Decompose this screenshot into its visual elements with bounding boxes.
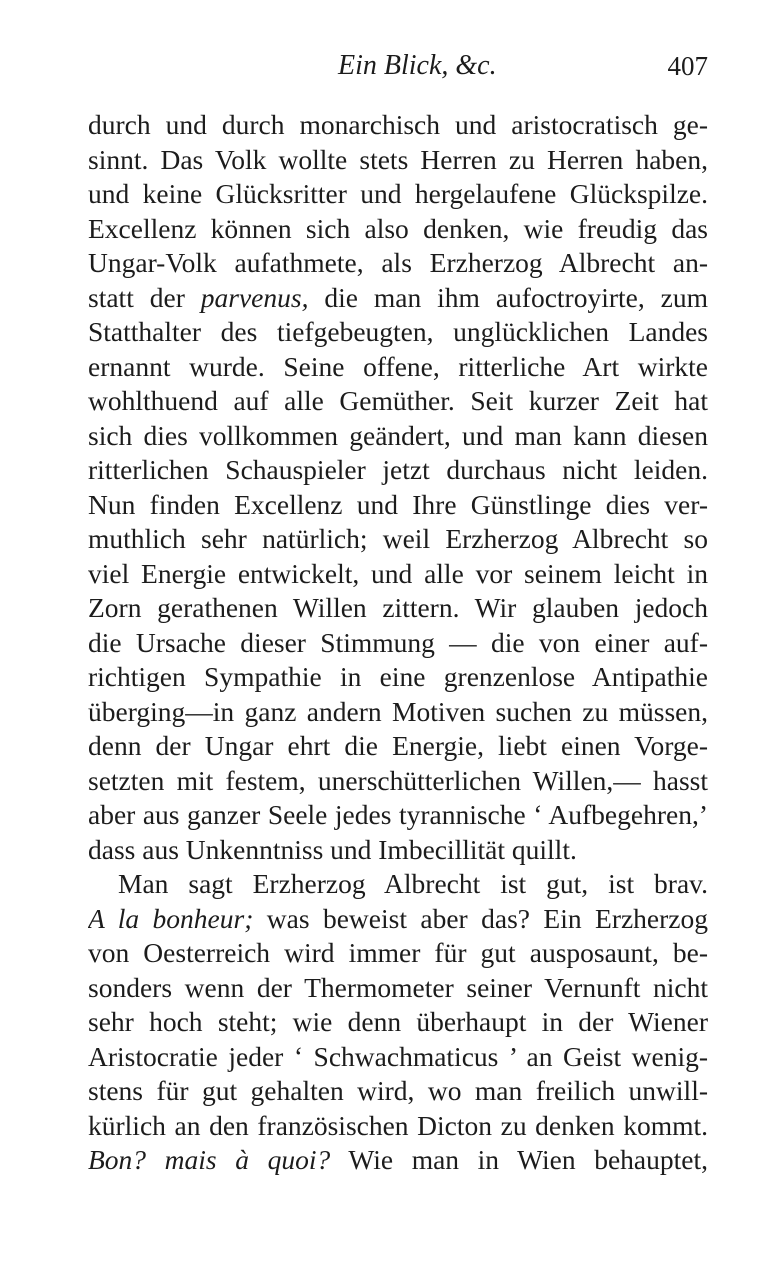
italic-segment: A la bonheur; bbox=[88, 902, 254, 934]
text-line bbox=[88, 281, 708, 316]
text-segment: statt der bbox=[88, 281, 201, 313]
text-segment: die man ihm aufoctroyirte, zum bbox=[308, 281, 708, 313]
text-line: Aristocratie jeder ‘ Schwachmaticus ’ an Geist wenig- bbox=[88, 1040, 708, 1072]
text-line: stens für gut gehalten wird, wo man freilich unwill- bbox=[88, 1075, 708, 1106]
text-line: viel Energie entwickelt, und alle vor seinem leicht in bbox=[88, 557, 708, 589]
running-title: Ein Blick, &c. bbox=[338, 50, 497, 81]
text-segment: was beweist aber das? Ein Erzherzog bbox=[253, 902, 708, 934]
text-line: Zorn gerathenen Willen zittern. Wir glauben jedoch bbox=[88, 592, 708, 623]
text-line: kürlich an den französischen Dicton zu denken kommt. bbox=[88, 1109, 708, 1141]
text-line: Statthalter des tiefgebeugten, unglücklichen Landes bbox=[88, 316, 708, 347]
text-line: die Ursache dieser Stimmung — die von einer auf- bbox=[88, 626, 708, 658]
text-line: wohlthuend auf alle Gemüther. Seit kurzer Zeit hat bbox=[88, 385, 708, 416]
text-line: sich dies vollkommen geändert, und man kann diesen bbox=[88, 419, 708, 451]
text-line: von Oesterreich wird immer für gut ausposaunt, be- bbox=[88, 937, 708, 968]
text-line: sonders wenn der Thermometer seiner Vernunft nicht bbox=[88, 971, 708, 1003]
running-head bbox=[88, 48, 708, 88]
text-line: ritterlichen Schauspieler jetzt durchaus nicht leiden. bbox=[88, 454, 708, 485]
text-line: durch und durch monarchisch und aristocratisch ge- bbox=[88, 109, 708, 140]
text-segment: Wie man in Wien behauptet, bbox=[330, 1144, 708, 1175]
text-line bbox=[88, 1143, 708, 1178]
text-line: denn der Ungar ehrt die Energie, liebt einen Vorge- bbox=[88, 730, 708, 761]
text-line: Excellenz können sich also denken, wie freudig das bbox=[88, 212, 708, 244]
text-line: sehr hoch steht; wie denn überhaupt in der Wiener bbox=[88, 1006, 708, 1037]
text-line: aber aus ganzer Seele jedes tyrannische ‘ Aufbegehren,’ bbox=[88, 799, 708, 830]
text-line: ernannt wurde. Seine offene, ritterliche Art wirkte bbox=[88, 350, 708, 382]
text-line: sinnt. Das Volk wollte stets Herren zu Herren haben, bbox=[88, 143, 708, 175]
text-line: setzten mit festem, unerschütterlichen Willen,— hasst bbox=[88, 764, 708, 796]
italic-segment: parvenus, bbox=[200, 281, 309, 313]
text-line: überging—in ganz andern Motiven suchen zu müssen, bbox=[88, 695, 708, 727]
text-line: Ungar-Volk aufathmete, als Erzherzog Albrecht an- bbox=[88, 247, 708, 278]
text-line: richtigen Sympathie in eine grenzenlose Antipathie bbox=[88, 661, 708, 692]
page-number: 407 bbox=[667, 51, 708, 81]
text-line: und keine Glücksritter und hergelaufene Glückspilze. bbox=[88, 178, 708, 209]
text-line: dass aus Unkenntniss und Imbecillität quillt. bbox=[88, 833, 577, 865]
text-line: Nun finden Excellenz und Ihre Günstlinge dies ver- bbox=[88, 488, 708, 520]
text-line: Man sagt Erzherzog Albrecht ist gut, ist brav. bbox=[118, 868, 708, 899]
body-text bbox=[88, 108, 708, 1178]
text-line: muthlich sehr natürlich; weil Erzherzog Albrecht so bbox=[88, 523, 708, 554]
italic-segment: Bon? mais à quoi? bbox=[88, 1144, 331, 1175]
text-line bbox=[88, 902, 708, 937]
